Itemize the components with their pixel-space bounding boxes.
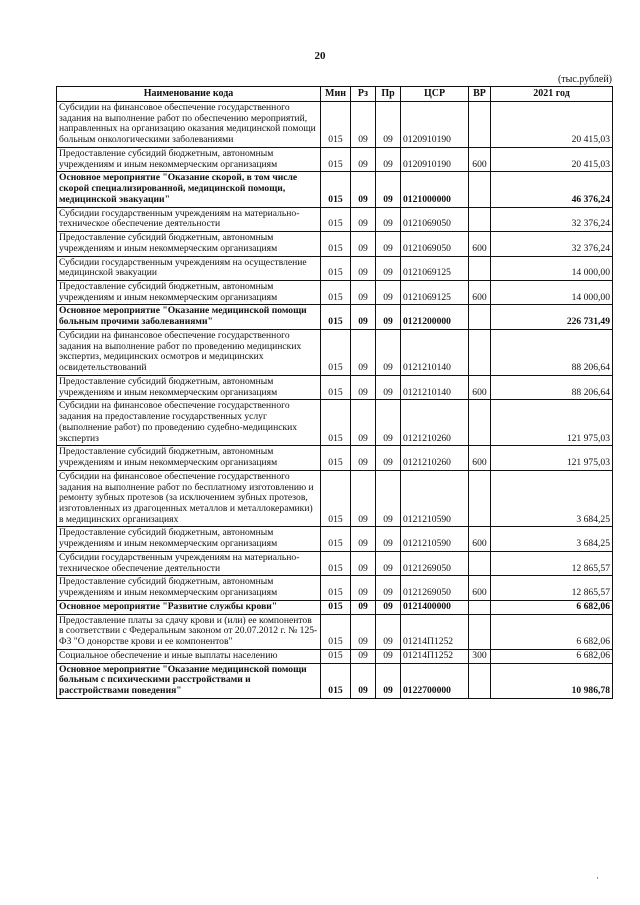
cell-vr: 600 [469, 147, 491, 171]
cell-min: 015 [321, 600, 351, 614]
cell-name: Социальное обеспечение и иные выплаты населению [57, 649, 321, 663]
cell-rz: 09 [351, 551, 376, 575]
cell-csr: 0121400000 [401, 600, 469, 614]
cell-csr: 0121210140 [401, 329, 469, 375]
cell-amount: 88 206,64 [491, 375, 613, 399]
cell-vr: 600 [469, 375, 491, 399]
table-row [57, 663, 613, 698]
cell-rz: 09 [351, 649, 376, 663]
cell-rz: 09 [351, 147, 376, 171]
cell-amount: 14 000,00 [491, 256, 613, 280]
table-row [57, 527, 613, 551]
table-row [57, 329, 613, 375]
page-mark: · [596, 873, 599, 883]
cell-pr: 09 [376, 400, 401, 446]
cell-csr: 0121210260 [401, 446, 469, 470]
cell-vr [469, 207, 491, 231]
table-row [57, 400, 613, 446]
cell-vr: 600 [469, 527, 491, 551]
cell-csr: 0120910190 [401, 147, 469, 171]
cell-name: Основное мероприятие "Оказание медицинской помощи больным прочими заболеваниями" [57, 305, 321, 329]
cell-amount: 20 415,03 [491, 102, 613, 148]
cell-csr: 01214П1252 [401, 614, 469, 649]
cell-vr [469, 663, 491, 698]
cell-name: Основное мероприятие "Оказание скорой, в том числе скорой специализированной, медицинской помощи, медицинской эвакуации" [57, 172, 321, 207]
budget-table [56, 86, 613, 699]
cell-pr: 09 [376, 375, 401, 399]
cell-amount: 6 682,06 [491, 614, 613, 649]
cell-min: 015 [321, 400, 351, 446]
cell-rz: 09 [351, 375, 376, 399]
cell-pr: 09 [376, 551, 401, 575]
cell-csr: 0121269050 [401, 576, 469, 600]
cell-rz: 09 [351, 400, 376, 446]
cell-amount: 121 975,03 [491, 400, 613, 446]
cell-min: 015 [321, 576, 351, 600]
cell-vr: 600 [469, 232, 491, 256]
header-year: 2021 год [491, 87, 613, 102]
cell-pr: 09 [376, 663, 401, 698]
cell-min: 015 [321, 649, 351, 663]
cell-csr: 0121200000 [401, 305, 469, 329]
cell-rz: 09 [351, 446, 376, 470]
cell-pr: 09 [376, 527, 401, 551]
cell-rz: 09 [351, 305, 376, 329]
cell-name: Субсидии государственным учреждениям на материально-техническое обеспечение деятельности [57, 207, 321, 231]
cell-pr: 09 [376, 232, 401, 256]
table-row [57, 551, 613, 575]
cell-csr: 0121069125 [401, 256, 469, 280]
cell-csr: 0121210590 [401, 527, 469, 551]
cell-rz: 09 [351, 232, 376, 256]
header-min: Мин [321, 87, 351, 102]
cell-rz: 09 [351, 102, 376, 148]
cell-amount: 12 865,57 [491, 551, 613, 575]
table-row [57, 102, 613, 148]
cell-vr [469, 256, 491, 280]
cell-rz: 09 [351, 207, 376, 231]
table-row [57, 614, 613, 649]
cell-pr: 09 [376, 102, 401, 148]
table-row [57, 256, 613, 280]
cell-pr: 09 [376, 600, 401, 614]
cell-min: 015 [321, 207, 351, 231]
table-row [57, 147, 613, 171]
cell-vr [469, 614, 491, 649]
cell-name: Предоставление субсидий бюджетным, автономным учреждениям и иным некоммерческим организациям [57, 446, 321, 470]
cell-min: 015 [321, 614, 351, 649]
cell-pr: 09 [376, 576, 401, 600]
cell-csr: 0121000000 [401, 172, 469, 207]
cell-csr: 0121269050 [401, 551, 469, 575]
cell-min: 015 [321, 446, 351, 470]
cell-vr: 300 [469, 649, 491, 663]
header-pr: Пр [376, 87, 401, 102]
cell-vr: 600 [469, 446, 491, 470]
cell-amount: 14 000,00 [491, 281, 613, 305]
cell-vr: 600 [469, 576, 491, 600]
cell-amount: 6 682,06 [491, 600, 613, 614]
cell-amount: 46 376,24 [491, 172, 613, 207]
cell-pr: 09 [376, 281, 401, 305]
cell-pr: 09 [376, 256, 401, 280]
cell-vr [469, 551, 491, 575]
cell-rz: 09 [351, 576, 376, 600]
cell-csr: 01214П1252 [401, 649, 469, 663]
cell-min: 015 [321, 663, 351, 698]
cell-pr: 09 [376, 446, 401, 470]
cell-name: Предоставление субсидий бюджетным, автономным учреждениям и иным некоммерческим организациям [57, 281, 321, 305]
cell-pr: 09 [376, 207, 401, 231]
cell-rz: 09 [351, 281, 376, 305]
cell-pr: 09 [376, 172, 401, 207]
cell-rz: 09 [351, 256, 376, 280]
cell-min: 015 [321, 527, 351, 551]
cell-name: Основное мероприятие "Развитие службы крови" [57, 600, 321, 614]
cell-pr: 09 [376, 305, 401, 329]
table-row [57, 305, 613, 329]
cell-min: 015 [321, 147, 351, 171]
cell-vr [469, 600, 491, 614]
header-rz: Рз [351, 87, 376, 102]
cell-pr: 09 [376, 147, 401, 171]
cell-min: 015 [321, 172, 351, 207]
page-number: 20 [314, 50, 326, 62]
cell-csr: 0122700000 [401, 663, 469, 698]
cell-amount: 32 376,24 [491, 232, 613, 256]
cell-name: Основное мероприятие "Оказание медицинской помощи больным с психическими расстройствами и расстройствами поведения" [57, 663, 321, 698]
cell-name: Субсидии государственным учреждениям на материально-техническое обеспечение деятельности [57, 551, 321, 575]
table-row [57, 207, 613, 231]
cell-min: 015 [321, 256, 351, 280]
cell-rz: 09 [351, 663, 376, 698]
cell-min: 015 [321, 375, 351, 399]
cell-csr: 0121210590 [401, 470, 469, 527]
cell-amount: 226 731,49 [491, 305, 613, 329]
cell-amount: 3 684,25 [491, 470, 613, 527]
table-row [57, 446, 613, 470]
cell-csr: 0121069125 [401, 281, 469, 305]
cell-name: Предоставление платы за сдачу крови и (или) ее компонентов в соответствии с Федеральным законом от 20.07.2012 г. № 125-ФЗ "О донорстве крови и ее компонентов" [57, 614, 321, 649]
cell-name: Предоставление субсидий бюджетным, автономным учреждениям и иным некоммерческим организациям [57, 576, 321, 600]
cell-rz: 09 [351, 614, 376, 649]
cell-name: Предоставление субсидий бюджетным, автономным учреждениям и иным некоммерческим организациям [57, 375, 321, 399]
table-header-row [57, 87, 613, 102]
cell-rz: 09 [351, 527, 376, 551]
cell-name: Субсидии на финансовое обеспечение государственного задания на выполнение работ по проведению медицинских экспертиз, медицинских осмотров и медицинских освидетельствований [57, 329, 321, 375]
cell-min: 015 [321, 232, 351, 256]
cell-name: Субсидии на финансовое обеспечение государственного задания на выполнение работ по обеспечению мероприятий, направленных на организацию оказания медицинской помощи больным онкологическими заболеваниями [57, 102, 321, 148]
table-row [57, 172, 613, 207]
table-row [57, 600, 613, 614]
table-row [57, 375, 613, 399]
cell-pr: 09 [376, 470, 401, 527]
cell-csr: 0121069050 [401, 232, 469, 256]
cell-name: Субсидии на финансовое обеспечение государственного задания на предоставление государственных услуг (выполнение работ) по проведению судебно-медицинских экспертиз [57, 400, 321, 446]
cell-min: 015 [321, 329, 351, 375]
cell-min: 015 [321, 102, 351, 148]
cell-name: Предоставление субсидий бюджетным, автономным учреждениям и иным некоммерческим организациям [57, 232, 321, 256]
cell-min: 015 [321, 470, 351, 527]
cell-csr: 0121210260 [401, 400, 469, 446]
cell-csr: 0121069050 [401, 207, 469, 231]
cell-rz: 09 [351, 470, 376, 527]
cell-vr [469, 329, 491, 375]
table-row [57, 470, 613, 527]
cell-min: 015 [321, 551, 351, 575]
cell-amount: 12 865,57 [491, 576, 613, 600]
cell-pr: 09 [376, 614, 401, 649]
cell-amount: 10 986,78 [491, 663, 613, 698]
table-row [57, 576, 613, 600]
cell-vr [469, 400, 491, 446]
cell-name: Предоставление субсидий бюджетным, автономным учреждениям и иным некоммерческим организациям [57, 147, 321, 171]
table-row [57, 232, 613, 256]
cell-vr [469, 102, 491, 148]
header-vr: ВР [469, 87, 491, 102]
cell-amount: 121 975,03 [491, 446, 613, 470]
cell-vr: 600 [469, 281, 491, 305]
cell-min: 015 [321, 281, 351, 305]
cell-name: Субсидии государственным учреждениям на осуществление медицинской эвакуации [57, 256, 321, 280]
cell-amount: 20 415,03 [491, 147, 613, 171]
cell-csr: 0121210140 [401, 375, 469, 399]
cell-name: Субсидии на финансовое обеспечение государственного задания на выполнение работ по бесплатному изготовлению и ремонту зубных протезов (за исключением зубных протезов, изготовленных из драгоценных металлов и металлокерамики) в медицинских организациях [57, 470, 321, 527]
cell-pr: 09 [376, 649, 401, 663]
cell-vr [469, 172, 491, 207]
cell-min: 015 [321, 305, 351, 329]
cell-amount: 3 684,25 [491, 527, 613, 551]
cell-rz: 09 [351, 600, 376, 614]
units-label: (тыс.рублей) [557, 74, 612, 85]
cell-csr: 0120910190 [401, 102, 469, 148]
cell-amount: 88 206,64 [491, 329, 613, 375]
cell-rz: 09 [351, 329, 376, 375]
cell-amount: 6 682,06 [491, 649, 613, 663]
header-csr: ЦСР [401, 87, 469, 102]
cell-rz: 09 [351, 172, 376, 207]
table-row [57, 649, 613, 663]
cell-name: Предоставление субсидий бюджетным, автономным учреждениям и иным некоммерческим организациям [57, 527, 321, 551]
cell-vr [469, 470, 491, 527]
cell-pr: 09 [376, 329, 401, 375]
table-row [57, 281, 613, 305]
cell-amount: 32 376,24 [491, 207, 613, 231]
cell-vr [469, 305, 491, 329]
header-name: Наименование кода [57, 87, 321, 102]
